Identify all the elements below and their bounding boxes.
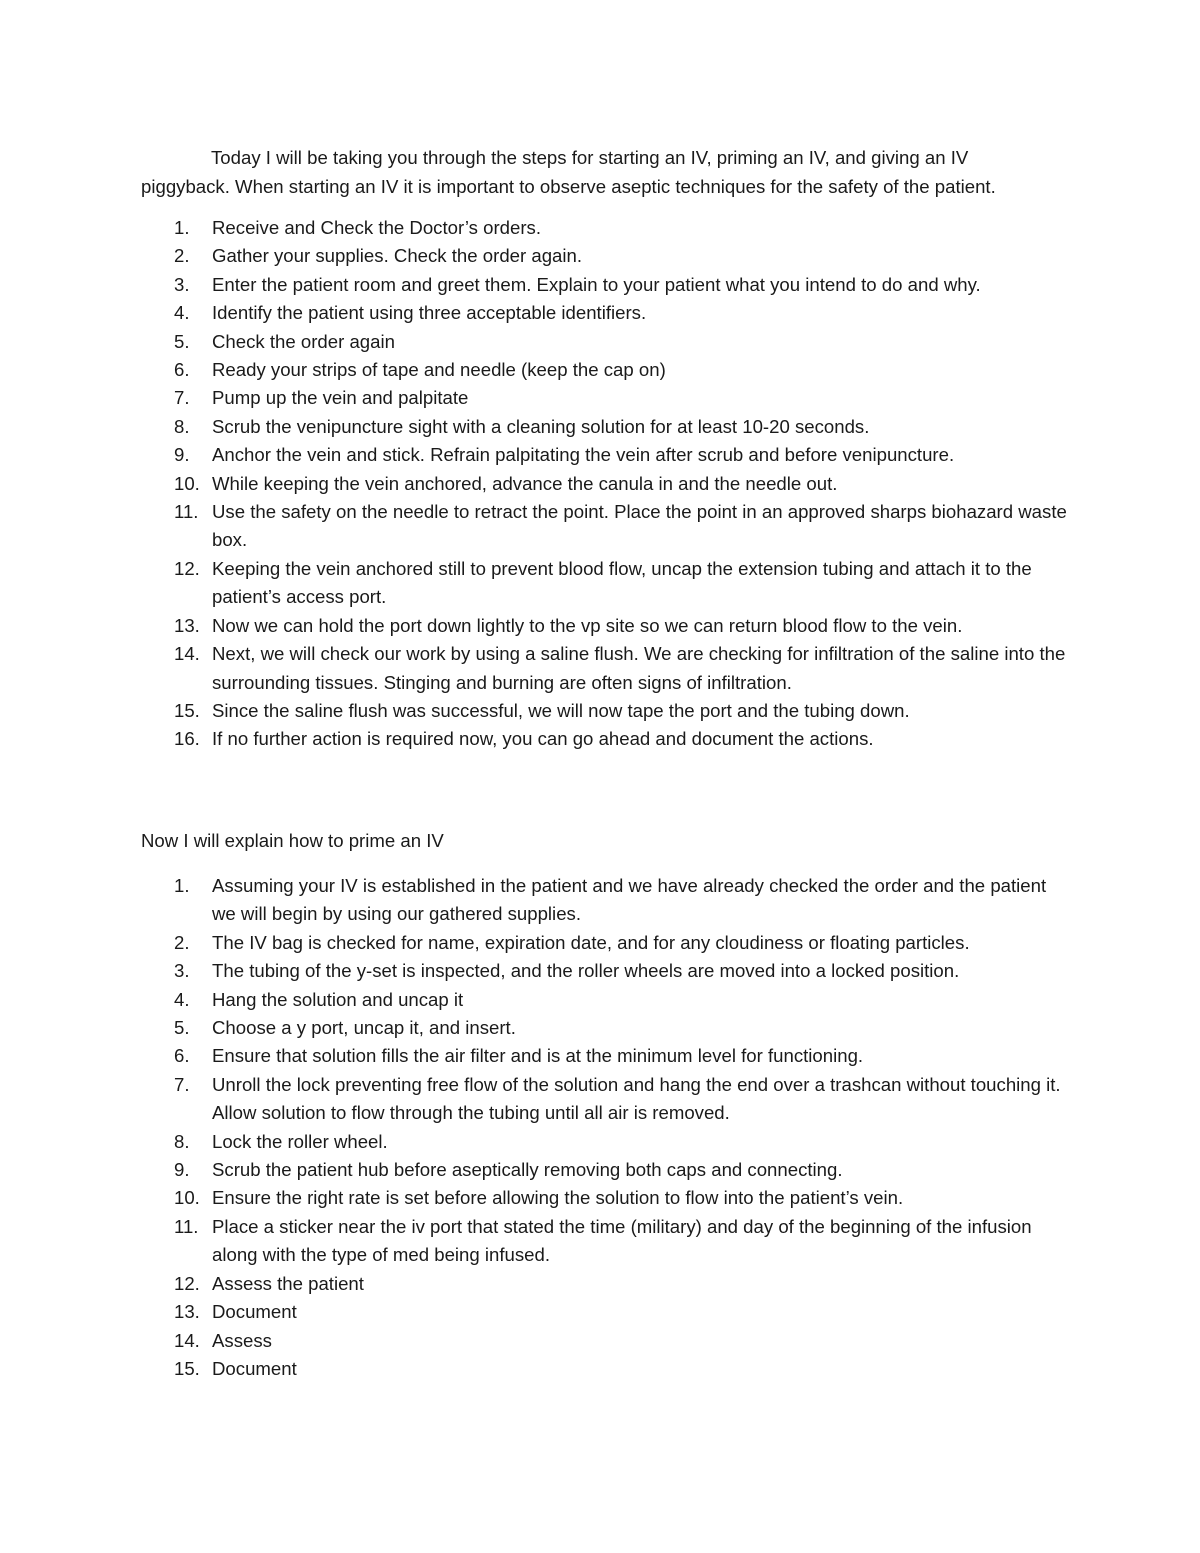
list-item-text: Lock the roller wheel. bbox=[212, 1130, 388, 1152]
list-item bbox=[141, 1184, 1071, 1212]
list-item-text: Assuming your IV is established in the patient and we have already checked the order and the patient we will begin by using our gathered supplies. bbox=[212, 875, 1047, 925]
list-item-text: Keeping the vein anchored still to prevent blood flow, uncap the extension tubing and attach it to the patient’s access port. bbox=[212, 557, 1032, 608]
list-item-number: 15. bbox=[174, 699, 200, 721]
list-item-text: Hang the solution and uncap it bbox=[212, 988, 464, 1010]
list-item-number: 6. bbox=[174, 1045, 190, 1067]
list-item-number: 16. bbox=[174, 728, 200, 750]
list-item-number: 8. bbox=[174, 415, 190, 437]
list-item bbox=[141, 957, 1071, 985]
list-item bbox=[141, 498, 1071, 555]
list-item-text: Assess the patient bbox=[212, 1272, 364, 1294]
list-item-number: 15. bbox=[174, 1357, 200, 1379]
list-item-text: Ready your strips of tape and needle (keep the cap on) bbox=[212, 359, 666, 381]
list-item-number: 3. bbox=[174, 273, 190, 295]
list-item-text: Ensure the right rate is set before allowing the solution to flow into the patient’s vein. bbox=[212, 1187, 904, 1209]
list-item bbox=[141, 271, 1071, 299]
list-item-number: 12. bbox=[174, 557, 200, 579]
list-item-number: 11. bbox=[174, 501, 199, 523]
iv-prime-steps-list bbox=[141, 872, 1071, 1383]
list-item-number: 1. bbox=[174, 875, 190, 896]
list-item bbox=[141, 1042, 1071, 1070]
list-item bbox=[141, 1355, 1071, 1383]
list-item-text: Place a sticker near the iv port that stated the time (military) and day of the beginning of the infusion along with the type of med being infused. bbox=[212, 1215, 1032, 1266]
list-item-number: 4. bbox=[174, 988, 190, 1010]
list-item bbox=[141, 299, 1071, 327]
list-item bbox=[141, 1327, 1071, 1355]
list-item-number: 9. bbox=[174, 444, 190, 466]
list-item-number: 11. bbox=[174, 1215, 199, 1237]
prime-iv-heading: Now I will explain how to prime an IV bbox=[141, 830, 444, 851]
list-item bbox=[141, 612, 1071, 640]
list-item-text: Unroll the lock preventing free flow of the solution and hang the end over a trashcan without touching it. Allow solution to flow through the tubing until all air is removed. bbox=[212, 1073, 1061, 1124]
list-item-text: Document bbox=[212, 1301, 297, 1323]
list-item-text: Pump up the vein and palpitate bbox=[212, 387, 469, 409]
list-item-text: Since the saline flush was successful, we will now tape the port and the tubing down. bbox=[212, 699, 910, 721]
list-item bbox=[141, 384, 1071, 412]
list-item bbox=[141, 1071, 1071, 1128]
list-item-number: 14. bbox=[174, 1329, 200, 1351]
list-item bbox=[141, 929, 1071, 957]
list-item bbox=[141, 1270, 1071, 1298]
list-item-text: Next, we will check our work by using a saline flush. We are checking for infiltration of the saline into the surrounding tissues. Stinging and burning are often signs of infiltration. bbox=[212, 643, 1066, 693]
list-item-number: 12. bbox=[174, 1272, 200, 1294]
list-item bbox=[141, 986, 1071, 1014]
list-item-text: Choose a y port, uncap it, and insert. bbox=[212, 1017, 516, 1039]
list-item-text: If no further action is required now, you can go ahead and document the actions. bbox=[212, 728, 874, 750]
list-item-number: 9. bbox=[174, 1159, 190, 1181]
list-item-number: 6. bbox=[174, 359, 190, 381]
list-item bbox=[141, 725, 1071, 753]
list-item bbox=[141, 1156, 1071, 1184]
list-item-number: 2. bbox=[174, 931, 190, 953]
list-item-number: 4. bbox=[174, 302, 190, 324]
list-item bbox=[141, 328, 1071, 356]
list-item-number: 2. bbox=[174, 245, 190, 267]
list-item-text: Identify the patient using three acceptable identifiers. bbox=[212, 302, 647, 324]
list-item bbox=[141, 214, 1071, 242]
list-item-number: 14. bbox=[174, 643, 200, 665]
iv-start-steps-list bbox=[141, 214, 1071, 754]
list-item bbox=[141, 697, 1071, 725]
intro-paragraph: Today I will be taking you through the steps for starting an IV, priming an IV, and giving an IV piggyback. When starting an IV it is important to observe aseptic techniques for the safety of the patient. bbox=[141, 147, 996, 197]
list-item-text: Assess bbox=[212, 1329, 272, 1351]
list-item-text: Scrub the patient hub before aseptically removing both caps and connecting. bbox=[212, 1159, 843, 1181]
list-item-text: While keeping the vein anchored, advance the canula in and the needle out. bbox=[212, 472, 838, 494]
list-item-text: The tubing of the y-set is inspected, and the roller wheels are moved into a locked position. bbox=[212, 960, 960, 982]
list-item bbox=[141, 413, 1071, 441]
list-item bbox=[141, 470, 1071, 498]
list-item-number: 5. bbox=[174, 330, 190, 352]
list-item-text: Receive and Check the Doctor’s orders. bbox=[212, 217, 541, 238]
list-item-text: Gather your supplies. Check the order again. bbox=[212, 245, 583, 267]
list-item bbox=[141, 1014, 1071, 1042]
list-item-number: 13. bbox=[174, 1301, 200, 1323]
list-item-number: 1. bbox=[174, 217, 190, 238]
list-item-text: The IV bag is checked for name, expiration date, and for any cloudiness or floating particles. bbox=[212, 931, 970, 953]
list-item-text: Anchor the vein and stick. Refrain palpitating the vein after scrub and before venipuncture. bbox=[212, 444, 955, 466]
list-item-number: 7. bbox=[174, 387, 190, 409]
list-item-text: Ensure that solution fills the air filter and is at the minimum level for functioning. bbox=[212, 1045, 864, 1067]
list-item-number: 3. bbox=[174, 960, 190, 982]
list-item-text: Check the order again bbox=[212, 330, 395, 352]
list-item-number: 10. bbox=[174, 472, 200, 494]
list-item-text: Enter the patient room and greet them. Explain to your patient what you intend to do and why. bbox=[212, 273, 981, 295]
list-item bbox=[141, 1213, 1071, 1270]
list-item bbox=[141, 242, 1071, 270]
list-item-number: 8. bbox=[174, 1130, 190, 1152]
list-item-number: 7. bbox=[174, 1073, 190, 1095]
list-item bbox=[141, 555, 1071, 612]
list-item-text: Now we can hold the port down lightly to the vp site so we can return blood flow to the vein. bbox=[212, 614, 963, 636]
list-item-text: Use the safety on the needle to retract the point. Place the point in an approved sharps biohazard waste box. bbox=[212, 501, 1067, 551]
list-item bbox=[141, 1128, 1071, 1156]
list-item bbox=[141, 872, 1071, 929]
list-item bbox=[141, 1298, 1071, 1326]
list-item-number: 13. bbox=[174, 614, 200, 636]
list-item-number: 5. bbox=[174, 1017, 190, 1039]
list-item-text: Scrub the venipuncture sight with a cleaning solution for at least 10-20 seconds. bbox=[212, 415, 870, 437]
list-item bbox=[141, 640, 1071, 697]
list-item-text: Document bbox=[212, 1357, 297, 1379]
list-item-number: 10. bbox=[174, 1187, 200, 1209]
list-item bbox=[141, 356, 1071, 384]
list-item bbox=[141, 441, 1071, 469]
